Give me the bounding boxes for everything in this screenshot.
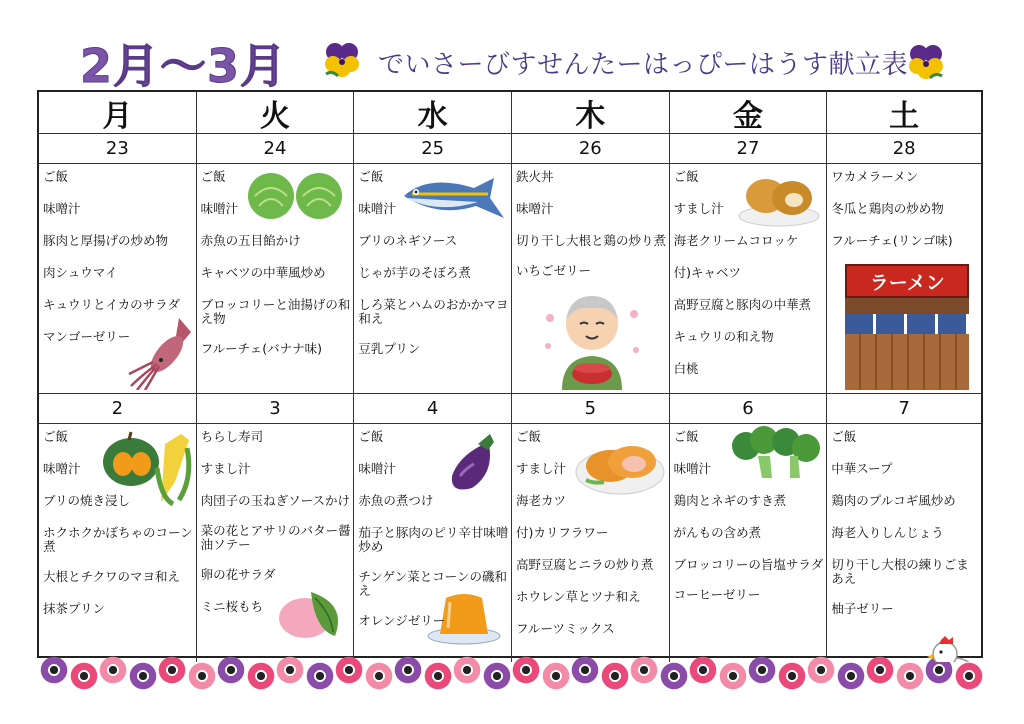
date-cell: 2	[39, 394, 197, 424]
dish: すまし汁	[673, 201, 724, 216]
menu-table	[37, 90, 983, 658]
anemone-flower-icon	[306, 662, 334, 690]
page-title: 2月～3月	[80, 39, 288, 93]
dish: 赤魚の五目餡かけ	[200, 233, 301, 248]
dish: オレンジゼリー	[358, 613, 446, 628]
dish: ご飯	[831, 429, 857, 444]
menu-cell-mon	[39, 164, 197, 394]
dish: ご飯	[673, 169, 699, 184]
dish: 鶏肉のプルコギ風炒め	[831, 493, 956, 508]
dish: 味噌汁	[673, 461, 712, 476]
date-cell: 23	[39, 134, 197, 164]
dish-list	[39, 424, 196, 616]
weekday-thu: 木	[512, 92, 670, 134]
date-cell: 27	[670, 134, 828, 164]
menu-cell-mon	[39, 424, 197, 662]
anemone-flower-icon	[660, 662, 688, 690]
anemone-flower-icon	[335, 656, 363, 684]
anemone-flower-icon	[896, 662, 924, 690]
dish: 海老カツ	[515, 493, 566, 508]
date-cell: 25	[354, 134, 512, 164]
dish: マンゴーゼリー	[43, 329, 131, 344]
anemone-flower-icon	[601, 662, 629, 690]
dish: ご飯	[673, 429, 699, 444]
anemone-flower-icon	[99, 656, 127, 684]
anemone-flower-icon	[40, 656, 68, 684]
date-row-week2	[39, 394, 981, 424]
ramen-shop-icon	[845, 264, 969, 390]
date-cell: 28	[827, 134, 981, 164]
weekday-sat: 土	[827, 92, 981, 134]
dish: ご飯	[200, 169, 226, 184]
menu-cell-tue	[197, 164, 355, 394]
dish: コーヒーゼリー	[673, 587, 761, 602]
menu-cell-sat	[827, 424, 981, 662]
dish: しろ菜とハムのおかかマヨ和え	[358, 297, 509, 326]
dish: ご飯	[358, 429, 384, 444]
dish: 味噌汁	[515, 201, 554, 216]
dish: キャベツの中華風炒め	[200, 265, 326, 280]
dish: 肉シュウマイ	[43, 265, 118, 280]
dish: ご飯	[43, 429, 69, 444]
dish: キュウリの和え物	[673, 329, 774, 344]
anemone-flower-icon	[424, 662, 452, 690]
dish-list	[197, 164, 354, 356]
date-cell: 24	[197, 134, 355, 164]
chicken-icon	[923, 634, 981, 662]
dish: 鉄火丼	[515, 169, 554, 184]
anemone-flower-icon	[158, 656, 186, 684]
flower-border	[40, 656, 990, 696]
date-cell: 4	[354, 394, 512, 424]
date-row-week1	[39, 134, 981, 164]
dish: ホウレン草とツナ和え	[515, 589, 641, 604]
dish: 味噌汁	[43, 201, 81, 216]
dish: ご飯	[358, 169, 384, 184]
dish-list	[670, 424, 827, 602]
dish: ブロッコリーと油揚げの和え物	[200, 297, 351, 326]
weekday-row	[39, 92, 981, 134]
anemone-flower-icon	[365, 662, 393, 690]
dish: 茄子と豚肉のピリ辛甘味噌炒め	[358, 525, 509, 554]
date-cell: 6	[670, 394, 828, 424]
weekday-mon: 月	[39, 92, 197, 134]
menu-cell-tue	[197, 424, 355, 662]
dish: 赤魚の煮つけ	[358, 493, 434, 508]
anemone-flower-icon	[837, 662, 865, 690]
menu-cell-wed	[354, 424, 512, 662]
dish: 味噌汁	[358, 201, 396, 216]
dish: 切り干し大根の練りごまあえ	[831, 557, 969, 586]
dish: 冬瓜と鶏肉の炒め物	[831, 201, 944, 216]
menu-row-week1	[39, 164, 981, 394]
anemone-flower-icon	[571, 656, 599, 684]
dish: ちらし寿司	[200, 429, 264, 444]
dish: 抹茶プリン	[43, 601, 106, 616]
dish-list	[827, 164, 981, 248]
dish: 卵の花サラダ	[200, 567, 276, 582]
anemone-flower-icon	[129, 662, 157, 690]
menu-cell-fri	[670, 164, 828, 394]
dish: じゃが芋のそぼろ煮	[358, 265, 471, 280]
dish: 海老クリームコロッケ	[673, 233, 799, 248]
date-cell: 26	[512, 134, 670, 164]
dish: 付)キャベツ	[673, 265, 742, 280]
anemone-flower-icon	[70, 662, 98, 690]
anemone-flower-icon	[778, 662, 806, 690]
anemone-flower-icon	[394, 656, 422, 684]
dish: ワカメラーメン	[831, 169, 919, 184]
dish: 中華スープ	[831, 461, 893, 476]
dish: フルーツミックス	[515, 621, 615, 636]
dish: ブロッコリーの旨塩サラダ	[673, 557, 824, 572]
dish: いちごゼリー	[515, 263, 591, 278]
date-cell: 7	[827, 394, 981, 424]
anemone-flower-icon	[542, 662, 570, 690]
dish-list	[354, 164, 511, 356]
anemone-flower-icon	[217, 656, 245, 684]
dish: 付)カリフラワー	[515, 525, 609, 540]
dish-list	[827, 424, 981, 616]
menu-row-week2	[39, 424, 981, 662]
dish: 高野豆腐とニラの炒り煮	[515, 557, 654, 572]
dish: フルーチェ(バナナ味)	[200, 341, 323, 356]
ramen-sign: ラーメン	[845, 264, 969, 298]
dish-list	[512, 164, 669, 278]
anemone-flower-icon	[955, 662, 983, 690]
anemone-flower-icon	[276, 656, 304, 684]
anemone-flower-icon	[748, 656, 776, 684]
anemone-flower-icon	[188, 662, 216, 690]
menu-cell-thu	[512, 164, 670, 394]
dish: 白桃	[673, 361, 699, 376]
date-cell: 3	[197, 394, 355, 424]
dish-list	[354, 424, 511, 628]
menu-cell-fri	[670, 424, 828, 662]
dish: 味噌汁	[358, 461, 396, 476]
dish: ご飯	[515, 429, 541, 444]
dish: ブリのネギソース	[358, 233, 458, 248]
dish-list	[512, 424, 669, 636]
anemone-flower-icon	[689, 656, 717, 684]
dish: 菜の花とアサリのバター醤油ソテー	[200, 523, 351, 552]
dish: キュウリとイカのサラダ	[43, 297, 181, 312]
anemone-flower-icon	[453, 656, 481, 684]
dish: 豆乳プリン	[358, 341, 421, 356]
dish: がんもの含め煮	[673, 525, 762, 540]
weekday-wed: 水	[354, 92, 512, 134]
dish: ブリの焼き浸し	[43, 493, 131, 508]
menu-header	[80, 30, 980, 93]
dish-list	[39, 164, 196, 344]
anemone-flower-icon	[512, 656, 540, 684]
dish: ホクホクかぼちゃのコーン煮	[43, 525, 193, 554]
page-subtitle: でいさーびすせんたーはっぴーはうす献立表	[378, 50, 909, 80]
anemone-flower-icon	[719, 662, 747, 690]
dish: ご飯	[43, 169, 69, 184]
dish: 味噌汁	[43, 461, 81, 476]
dish-list	[670, 164, 827, 376]
anemone-flower-icon	[866, 656, 894, 684]
dish: 高野豆腐と豚肉の中華煮	[673, 297, 812, 312]
weekday-tue: 火	[197, 92, 355, 134]
dish: 大根とチクワのマヨ和え	[43, 569, 181, 584]
pansy-icon	[906, 42, 946, 82]
anemone-flower-icon	[630, 656, 658, 684]
pansy-icon	[322, 40, 362, 80]
anemone-flower-icon	[483, 662, 511, 690]
dish: 味噌汁	[200, 201, 239, 216]
anemone-flower-icon	[807, 656, 835, 684]
dish: 豚肉と厚揚げの炒め物	[43, 233, 169, 248]
dish: 海老入りしんじょう	[831, 525, 944, 540]
dish: 柚子ゼリー	[831, 601, 894, 616]
menu-cell-thu	[512, 424, 670, 662]
anemone-flower-icon	[247, 662, 275, 690]
dish: ミニ桜もち	[200, 599, 264, 614]
elderly-woman-eating-icon	[540, 284, 644, 390]
dish: 切り干し大根と鶏の炒り煮	[515, 233, 666, 248]
dish: 鶏肉とネギのすき煮	[673, 493, 787, 508]
dish: すまし汁	[200, 461, 251, 476]
date-cell: 5	[512, 394, 670, 424]
dish-list	[197, 424, 354, 614]
menu-cell-wed	[354, 164, 512, 394]
dish: 肉団子の玉ねぎソースかけ	[200, 493, 351, 508]
menu-cell-sat	[827, 164, 981, 394]
dish: すまし汁	[515, 461, 566, 476]
dish: フルーチェ(リンゴ味)	[831, 233, 953, 248]
weekday-fri: 金	[670, 92, 828, 134]
dish: チンゲン菜とコーンの磯和え	[358, 569, 507, 598]
